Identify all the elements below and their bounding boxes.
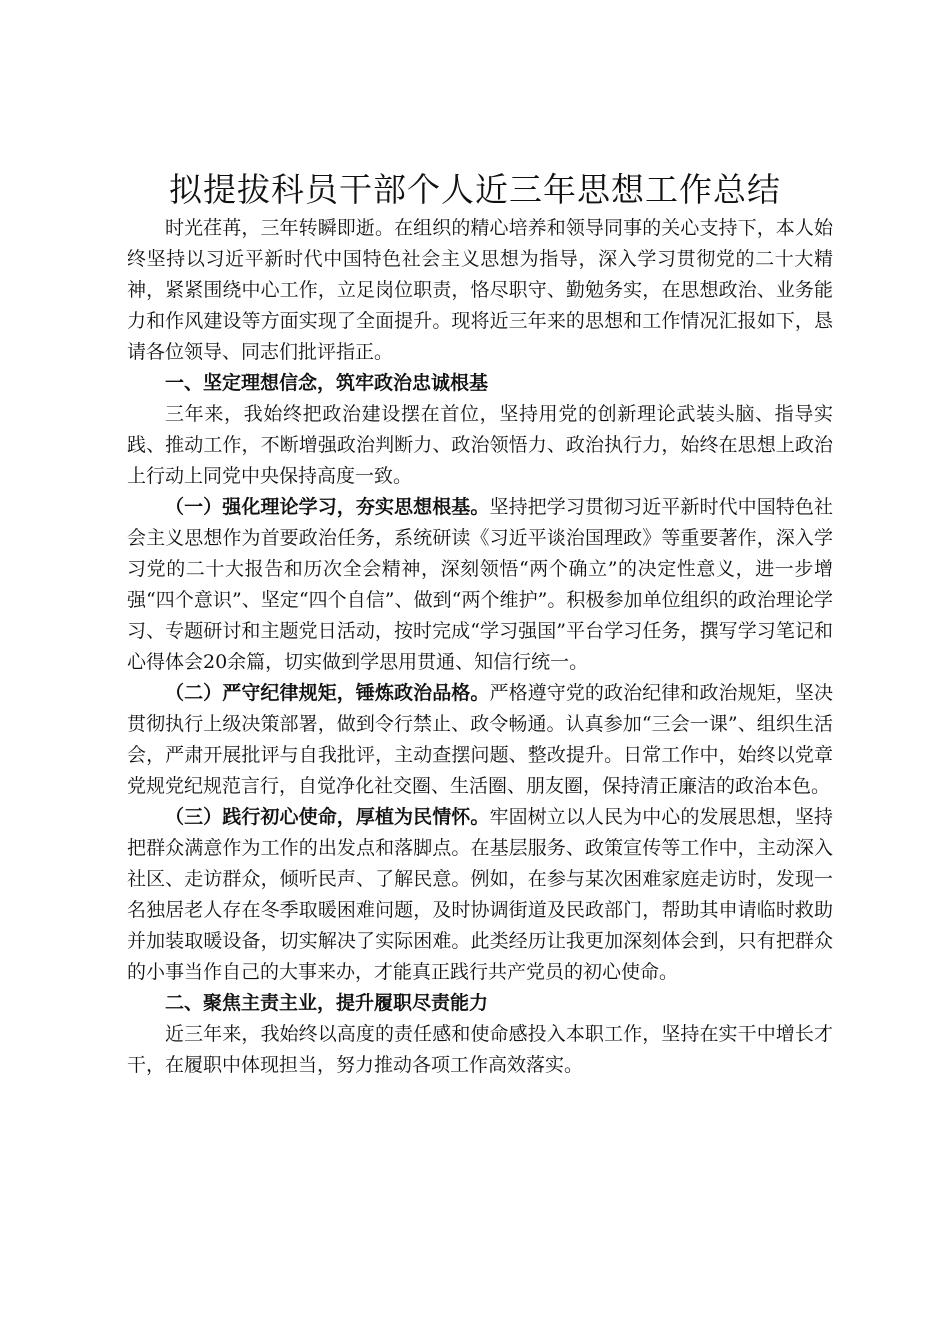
section-1-heading: 一、坚定理想信念，筑牢政治忠诚根基 [165,372,489,394]
document-title: 拟提拔科员干部个人近三年思想工作总结 [169,170,781,209]
section-2-heading: 二、聚焦主责主业，提升履职尽责能力 [165,992,489,1014]
item-lead: （一）强化理论学习，夯实思想根基。 [165,496,490,518]
section-1-paragraph: 三年来，我始终把政治建设摆在首位，坚持用党的创新理论武装头脑、指导实践、推动工作，不断增强政治判断力、政治领悟力、政治执行力，始终在思想上政治上行动上同党中央保持高度一致。 [127,403,833,487]
item-lead: （二）严守纪律规矩，锤炼政治品格。 [165,682,490,704]
item-text: 坚持把学习贯彻习近平新时代中国特色社会主义思想作为首要政治任务，系统研读《习近平谈治国理政》等重要著作，深入学习党的二十大报告和历次全会精神，深刻领悟“两个确立”的决定性意义，进一步增强“四个意识”、坚定“四个自信”、做到“两个维护”。积极参加单位组织的政治理论学习、专题研讨和主题党日活动，按时完成“学习强国”平台学习任务，撰写学习笔记和心得体会20余篇，切实做到学思用贯通、知信行统一。 [127,496,833,673]
item-paragraph [127,492,833,678]
intro-paragraph: 时光荏苒，三年转瞬即逝。在组织的精心培养和领导同事的关心支持下，本人始终坚持以习近平新时代中国特色社会主义思想为指导，深入学习贯彻党的二十大精神，紧紧围绕中心工作，立足岗位职责，恪尽职守、勤勉务实，在思想政治、业务能力和作风建设等方面实现了全面提升。现将近三年来的思想和工作情况汇报如下，恳请各位领导、同志们批评指正。 [127,217,833,363]
item-lead: （三）践行初心使命，厚植为民情怀。 [165,806,490,828]
document-body [127,213,833,1081]
item-paragraph [127,802,833,988]
item-paragraph [127,678,833,802]
section-2-paragraph: 近三年来，我始终以高度的责任感和使命感投入本职工作，坚持在实干中增长才干，在履职中体现担当，努力推动各项工作高效落实。 [127,1023,833,1076]
item-text: 牢固树立以人民为中心的发展思想，坚持把群众满意作为工作的出发点和落脚点。在基层服务、政策宣传等工作中，主动深入社区、走访群众，倾听民声、了解民意。例如，在参与某次困难家庭走访时，发现一名独居老人存在冬季取暖困难问题，及时协调街道及民政部门，帮助其申请临时救助并加装取暖设备，切实解决了实际困难。此类经历让我更加深刻体会到，只有把群众的小事当作自己的大事来办，才能真正践行共产党员的初心使命。 [127,806,833,983]
item-text: 严格遵守党的政治纪律和政治规矩，坚决贯彻执行上级决策部署，做到令行禁止、政令畅通。认真参加“三会一课”、组织生活会，严肃开展批评与自我批评，主动查摆问题、整改提升。日常工作中，始终以党章党规党纪规范言行，自觉净化社交圈、生活圈、朋友圈，保持清正廉洁的政治本色。 [127,682,833,797]
